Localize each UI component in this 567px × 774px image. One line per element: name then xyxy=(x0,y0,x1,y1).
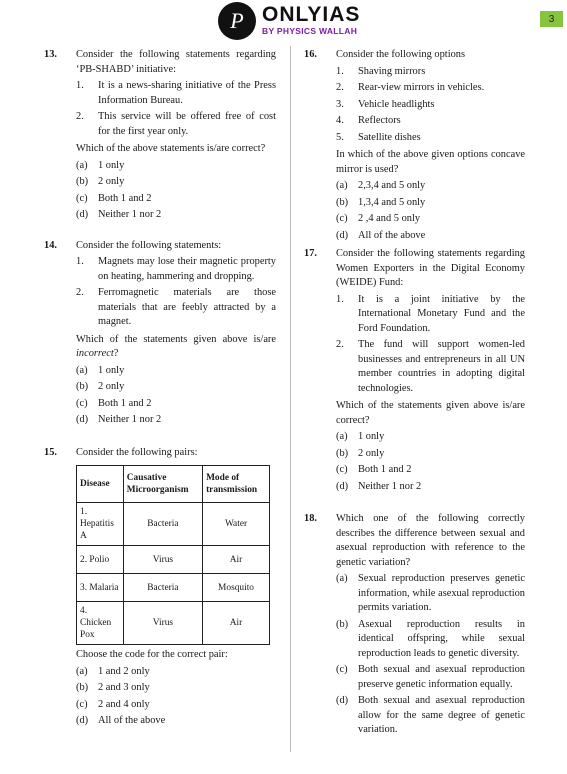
list-item: 1. Shaving mirrors xyxy=(336,65,426,77)
table-header: Disease xyxy=(77,466,124,503)
statement: 2. The fund will support women-led businesses and entrepreneurs in all UN member countries in adopting digital technologies. xyxy=(336,339,525,394)
question-text: Consider the following statements regarding ‘PB-SHABD’ initiative: xyxy=(76,49,276,75)
table-row xyxy=(77,602,270,645)
option-c: (c) Both 1 and 2 xyxy=(76,397,152,409)
statement: 1. It is a news-sharing initiative of the Press Information Bureau. xyxy=(76,80,276,106)
question-17 xyxy=(304,247,525,494)
brand-sub: BY PHYSICS WALLAH xyxy=(262,26,358,36)
statement: 2. Ferromagnetic materials are those materials that are feebly attracted by a magnet. xyxy=(76,287,276,327)
statement: 2. This service will be offered free of cost for the first year only. xyxy=(76,111,276,137)
question-prompt: In which of the above given options concave mirror is used? xyxy=(336,149,525,175)
option-b: (b) 1,3,4 and 5 only xyxy=(336,196,426,208)
table-cell: Mosquito xyxy=(203,574,270,602)
statement: 1. It is a joint initiative by the International Monetary Fund and the Ford Foundation. xyxy=(336,293,525,334)
question-number: 15. xyxy=(44,446,57,458)
option-d: (d) Neither 1 nor 2 xyxy=(76,414,162,425)
list-item: 3. Vehicle headlights xyxy=(336,98,435,110)
option-a: (a) 1 only xyxy=(336,431,385,442)
table-header: Mode of transmission xyxy=(203,466,270,503)
option-b: (b) 2 and 3 only xyxy=(76,682,150,693)
page-header xyxy=(0,0,567,42)
right-column xyxy=(304,48,525,738)
brand-name: ONLYIAS xyxy=(262,3,361,26)
option-d: (d) Both sexual and asexual reproduction allow for the same degree of genetic variation. xyxy=(336,695,525,735)
question-number: 13. xyxy=(44,49,57,60)
pw-logo-icon: P xyxy=(218,2,256,40)
list-item: 2. Rear-view mirrors in vehicles. xyxy=(336,82,485,93)
question-13 xyxy=(44,48,276,223)
brand-logo xyxy=(262,4,360,36)
option-c: (c) Both sexual and asexual reproduction preserve genetic information equally. xyxy=(336,664,525,690)
left-column xyxy=(44,48,276,729)
question-text: Consider the following options xyxy=(336,49,466,60)
option-c: (c) Both 1 and 2 xyxy=(336,464,412,475)
question-text: Consider the following statements: xyxy=(76,239,222,251)
table-cell: Virus xyxy=(123,602,202,645)
table-cell: 1. Hepatitis A xyxy=(77,503,124,546)
option-b: (b) Asexual reproduction results in identical offspring, while sexual reproduction leads to genetic diversity. xyxy=(336,618,525,659)
option-a: (a) 2,3,4 and 5 only xyxy=(336,180,426,191)
question-text: Consider the following pairs: xyxy=(76,446,198,458)
option-b: (b) 2 only xyxy=(336,447,385,459)
table-cell: Bacteria xyxy=(123,503,202,546)
question-14 xyxy=(44,239,276,428)
question-number: 17. xyxy=(304,248,317,259)
page-number-badge: 3 xyxy=(540,11,563,27)
pairs-table xyxy=(76,465,270,645)
option-a: (a) 1 and 2 only xyxy=(76,665,150,677)
table-cell: Air xyxy=(203,602,270,645)
question-number: 18. xyxy=(304,513,317,524)
question-number: 14. xyxy=(44,239,57,251)
question-prompt: Which of the statements given above is/are incorrect? xyxy=(76,333,276,359)
option-b: (b) 2 only xyxy=(76,176,125,187)
table-header: Causative Microorganism xyxy=(123,466,202,503)
option-d: (d) All of the above xyxy=(76,715,166,726)
list-item: 5. Satellite dishes xyxy=(336,131,421,143)
table-cell: Bacteria xyxy=(123,574,202,602)
table-cell: 4. Chicken Pox xyxy=(77,602,124,645)
table-cell: Air xyxy=(203,546,270,574)
option-b: (b) 2 only xyxy=(76,381,125,392)
option-d: (d) Neither 1 nor 2 xyxy=(336,480,422,492)
option-c: (c) 2 ,4 and 5 only xyxy=(336,213,421,224)
question-15 xyxy=(44,446,276,729)
option-d: (d) Neither 1 nor 2 xyxy=(76,209,162,220)
option-c: (c) Both 1 and 2 xyxy=(76,192,152,204)
table-cell: 2. Polio xyxy=(77,546,124,574)
option-c: (c) 2 and 4 only xyxy=(76,698,150,710)
column-divider xyxy=(290,46,291,752)
option-a: (a) Sexual reproduction preserves genetic information, while asexual reproduction permits variation. xyxy=(336,573,525,613)
question-18 xyxy=(304,512,525,738)
question-text: Consider the following statements regarding Women Exporters in the Digital Economy (WEIDE) Fund: xyxy=(336,248,525,288)
table-header-row xyxy=(77,466,270,503)
table-row xyxy=(77,574,270,602)
table-cell: Water xyxy=(203,503,270,546)
question-prompt: Choose the code for the correct pair: xyxy=(76,649,228,660)
option-a: (a) 1 only xyxy=(76,364,125,376)
question-prompt: Which of the statements given above is/are correct? xyxy=(336,400,525,426)
question-text: Which one of the following correctly describes the difference between sexual and asexual reproduction with reference to the genetic variation? xyxy=(336,513,525,568)
question-prompt: Which of the above statements is/are correct? xyxy=(76,143,266,154)
option-d: (d) All of the above xyxy=(336,229,426,241)
table-cell: Virus xyxy=(123,546,202,574)
table-cell: 3. Malaria xyxy=(77,574,124,602)
list-item: 4. Reflectors xyxy=(336,115,401,126)
table-row xyxy=(77,546,270,574)
option-a: (a) 1 only xyxy=(76,159,125,171)
statement: 1. Magnets may lose their magnetic property on heating, hammering and dropping. xyxy=(76,256,276,282)
table-row xyxy=(77,503,270,546)
emphasis-word: incorrect xyxy=(76,348,114,359)
question-number: 16. xyxy=(304,49,317,60)
question-16 xyxy=(304,48,525,243)
